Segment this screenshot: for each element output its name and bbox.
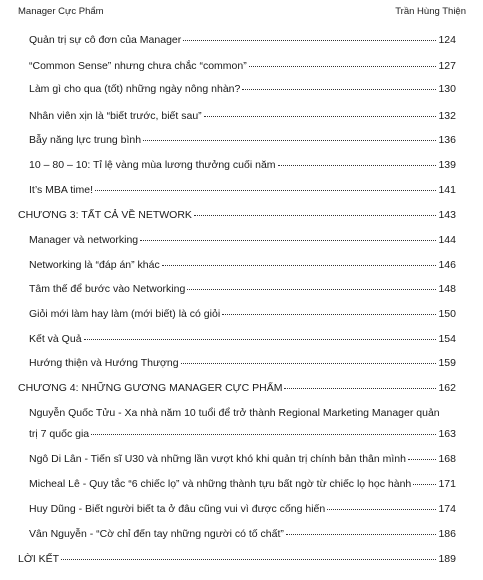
toc-chapter-entry[interactable] — [18, 553, 456, 565]
toc-entry-title: Tâm thế để bước vào Networking — [29, 283, 186, 295]
toc-leader — [286, 533, 437, 535]
toc-entry-title: Huy Dũng - Biết người biết ta ở đâu cũng vui vì được cống hiến — [29, 503, 326, 515]
toc-page-number: 130 — [438, 83, 456, 95]
toc-entry[interactable] — [29, 333, 456, 345]
toc-page-number: 136 — [438, 134, 456, 146]
toc-leader — [194, 214, 437, 216]
toc-entry[interactable] — [29, 503, 456, 515]
toc-page-number: 168 — [438, 453, 456, 465]
toc-entry[interactable] — [29, 528, 456, 540]
toc-leader — [278, 164, 437, 166]
header-book-title: Manager Cực Phẩm — [18, 6, 104, 17]
toc-page-number: 132 — [438, 110, 456, 122]
toc-entry[interactable] — [29, 34, 456, 46]
toc-leader — [284, 387, 436, 389]
toc-leader — [91, 433, 436, 435]
toc-entry[interactable] — [29, 308, 456, 320]
toc-leader — [327, 508, 436, 510]
toc-page-number: 189 — [438, 553, 456, 565]
toc-page-number: 174 — [438, 503, 456, 515]
toc-leader — [408, 458, 436, 460]
toc-entry-title-line1[interactable]: Nguyễn Quốc Tửu - Xa nhà năm 10 tuổi để trở thành Regional Marketing Manager quản — [29, 407, 440, 419]
toc-page-number: 162 — [438, 382, 456, 394]
toc-page-number: 146 — [438, 259, 456, 271]
toc-entry-title: 10 – 80 – 10: Tỉ lệ vàng mùa lương thưởng cuối năm — [29, 159, 276, 171]
toc-entry[interactable] — [29, 60, 456, 72]
toc-chapter-entry[interactable] — [18, 382, 456, 394]
toc-entry-title: Ngô Di Lân - Tiến sĩ U30 và những lần vượt khó khi quản trị chính bản thân mình — [29, 453, 406, 465]
toc-leader — [183, 39, 436, 41]
toc-page-number: 150 — [438, 308, 456, 320]
toc-entry-title: Giỏi mới làm hay làm (mới biết) là có giỏi — [29, 308, 221, 320]
toc-entry[interactable] — [29, 428, 456, 440]
toc-entry-title: Kết và Quả — [29, 333, 82, 345]
toc-entry-title: Hướng thiện và Hướng Thượng — [29, 357, 179, 369]
toc-page-number: 186 — [438, 528, 456, 540]
page-header — [18, 6, 466, 22]
toc-page-number: 148 — [438, 283, 456, 295]
toc-entry-title: Manager và networking — [29, 234, 139, 246]
header-author: Trần Hùng Thiện — [395, 6, 466, 17]
toc-leader — [140, 239, 436, 241]
toc-leader — [242, 88, 436, 90]
toc-entry-title: Bẫy năng lực trung bình — [29, 134, 142, 146]
toc-page-number: 171 — [438, 478, 456, 490]
toc-entry-title: Vân Nguyễn - “Cờ chỉ đến tay những người có tố chất” — [29, 528, 284, 540]
toc-chapter-title: CHƯƠNG 4: NHỮNG GƯƠNG MANAGER CỰC PHẨM — [18, 382, 283, 394]
toc-leader — [84, 338, 437, 340]
toc-page-number: 144 — [438, 234, 456, 246]
toc-entry[interactable] — [29, 234, 456, 246]
toc-entry[interactable] — [29, 110, 456, 122]
toc-entry-title: It’s MBA time! — [29, 184, 93, 196]
toc-entry-title: Làm gì cho qua (tốt) những ngày nông nhàn? — [29, 83, 241, 95]
toc-leader — [187, 288, 436, 290]
toc-leader — [162, 264, 437, 266]
toc-entry-title-line2: trị 7 quốc gia — [29, 428, 90, 440]
toc-leader — [61, 558, 436, 560]
toc-page-number: 154 — [438, 333, 456, 345]
toc-entry-title: Networking là “đáp án” khác — [29, 259, 160, 271]
toc-leader — [143, 139, 436, 141]
toc-page-number: 141 — [438, 184, 456, 196]
toc-leader — [204, 115, 437, 117]
toc-page-number: 139 — [438, 159, 456, 171]
toc-page-number: 159 — [438, 357, 456, 369]
toc-leader — [413, 483, 436, 485]
toc-entry-title: Nhân viên xịn là “biết trước, biết sau” — [29, 110, 202, 122]
toc-entry-title: “Common Sense” nhưng chưa chắc “common” — [29, 60, 247, 72]
toc-entry[interactable] — [29, 184, 456, 196]
toc-entry-title: Quản trị sự cô đơn của Manager — [29, 34, 182, 46]
toc-entry[interactable] — [29, 453, 456, 465]
toc-leader — [181, 362, 437, 364]
toc-page-number: 143 — [438, 209, 456, 221]
toc-entry[interactable] — [29, 478, 456, 490]
toc-page-number: 124 — [438, 34, 456, 46]
toc-chapter-title: LỜI KẾT — [18, 553, 60, 565]
toc-entry-title: Micheal Lê - Quy tắc “6 chiếc lọ” và những thành tựu bất ngờ từ chiếc lọ học hành — [29, 478, 412, 490]
toc-entry[interactable] — [29, 134, 456, 146]
toc-page-number: 127 — [438, 60, 456, 72]
toc-entry[interactable] — [29, 357, 456, 369]
toc-leader — [95, 189, 436, 191]
toc-entry[interactable] — [29, 159, 456, 171]
toc-page-number: 163 — [438, 428, 456, 440]
toc-entry[interactable] — [29, 83, 456, 95]
toc-entry[interactable] — [29, 283, 456, 295]
toc-leader — [222, 313, 436, 315]
toc-chapter-entry[interactable] — [18, 209, 456, 221]
toc-entry[interactable] — [29, 259, 456, 271]
toc-leader — [249, 65, 437, 67]
toc-chapter-title: CHƯƠNG 3: TẤT CẢ VỀ NETWORK — [18, 209, 192, 221]
